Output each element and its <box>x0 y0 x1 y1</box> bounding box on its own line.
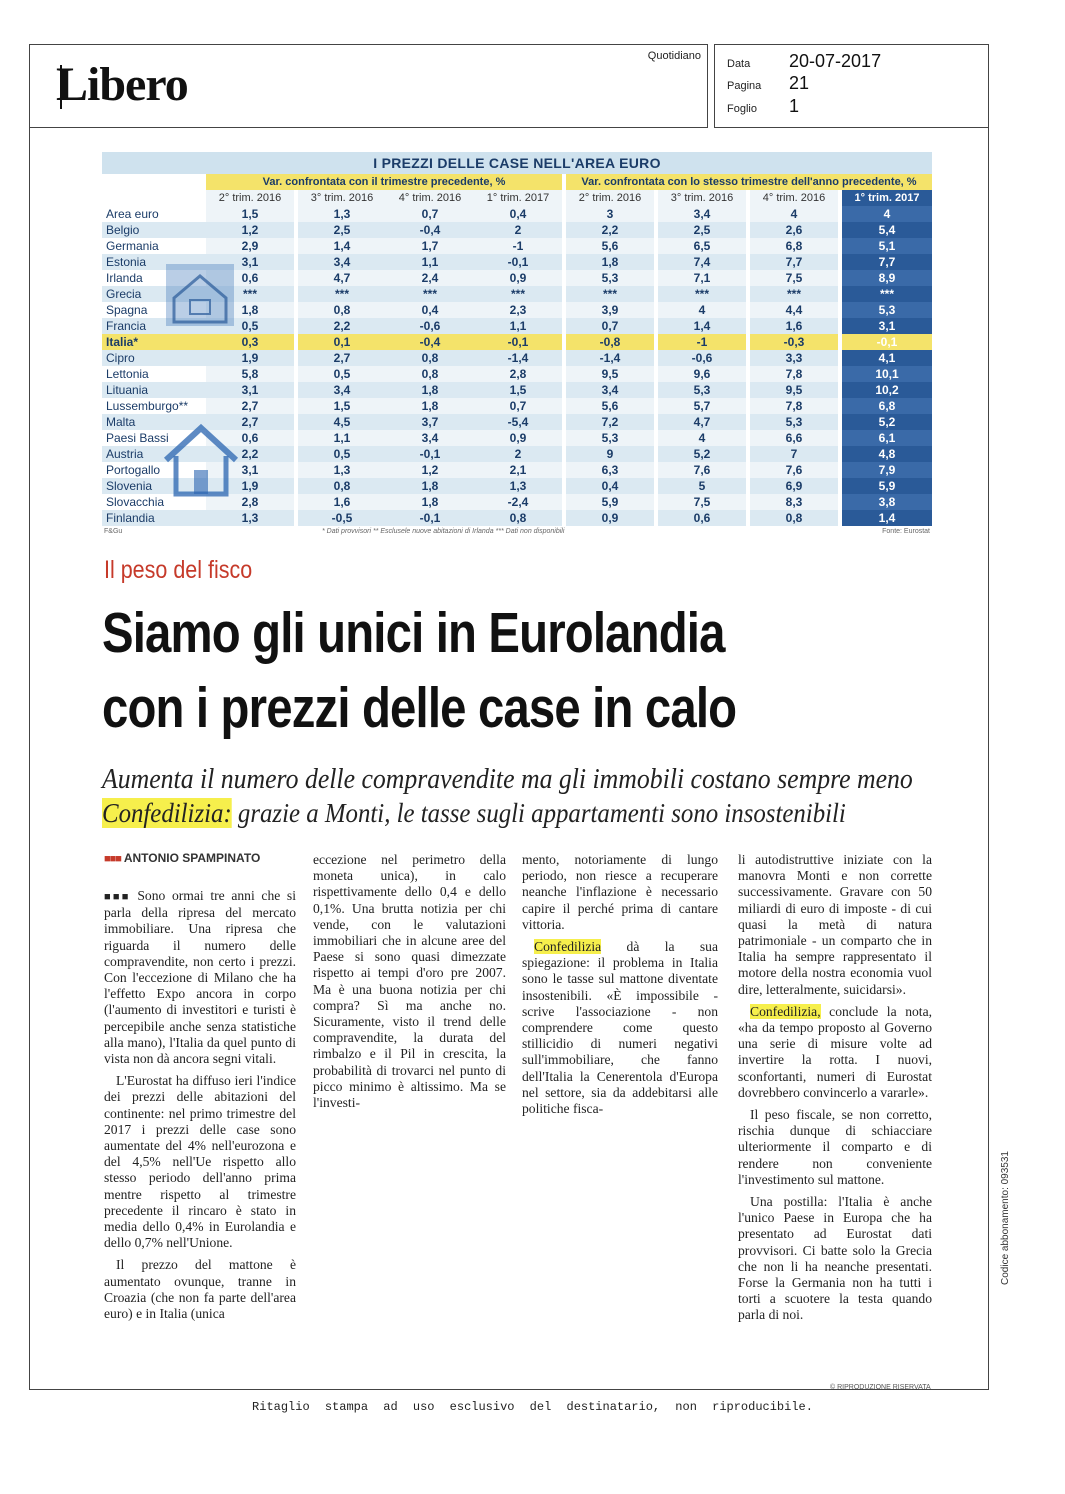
table-cell: 4 <box>658 302 746 318</box>
table-cell: *** <box>842 286 932 302</box>
table-cell: 0,5 <box>206 318 294 334</box>
table-cell: 1,5 <box>298 398 386 414</box>
column-2-paragraph-1: eccezione nel perimetro della moneta unica), in calo rispettivamente dello 0,4 e dello 0,1%. Una brutta notizia per chi vende, con le valutazioni immobiliari che in alcune aree del Paese si sono quasi dimezzate rispetto ai tempi d'oro pre 2007. Ma è una buona notizia per chi compra? Sì ma anche no. Sicuramente, visto il trend delle compravendite, la durata del rimbalzo e il Pil in crescita, la probabilità di trovarci nel punto di picco minimo è altissimo. Ma se l'investi- <box>313 852 506 1111</box>
table-cell: 5,6 <box>566 398 654 414</box>
table-cell: 1,4 <box>658 318 746 334</box>
table-cell: 5,3 <box>566 270 654 286</box>
newspaper-logo: Libero <box>56 58 188 111</box>
table-row <box>102 206 932 222</box>
table-cell: 6,8 <box>750 238 838 254</box>
table-cell: *** <box>206 286 294 302</box>
article-column-3 <box>522 852 718 1123</box>
table-footnote: * Dati provvisori ** Esclusele nuove abitazioni di Irlanda *** Dati non disponibili <box>322 528 565 535</box>
meta-date <box>727 51 881 72</box>
table-cell: 3,4 <box>566 382 654 398</box>
table-cell: -0,1 <box>842 334 932 350</box>
table-cell: 1,2 <box>386 462 474 478</box>
table-cell: 0,8 <box>298 302 386 318</box>
table-cell: 9,5 <box>566 366 654 382</box>
table-cell: 1,9 <box>206 478 294 494</box>
table-cell: 0,7 <box>474 398 562 414</box>
paragraph-text: conclude la nota, «ha da tempo proposto al Governo una serie di misure volte ad invertire la rotta. I nuovi, sconfortanti, numeri di Eurostat dovrebbero convincerlo a vararle». <box>738 1003 932 1100</box>
table-cell: 3,1 <box>206 382 294 398</box>
table-cell: 3,9 <box>566 302 654 318</box>
table-row <box>102 350 932 366</box>
table-cell: 9 <box>566 446 654 462</box>
row-country: Malta <box>102 414 206 430</box>
column-1-paragraph-2: L'Eurostat ha diffuso ieri l'indice dei prezzi delle abitazioni del continente: nel primo trimestre del 2017 i prezzi delle case sono aumentate del 4% nell'eurozona e del 4,5% nell'Ue rispetto allo stesso periodo dell'anno prima mentre rispetto al trimestre precedente il rincaro è stato in media dello 0,4% in Eurolandia e dello 0,7% nell'Unione. <box>104 1073 296 1251</box>
table-cell: 2,8 <box>206 494 294 510</box>
table-cell: 2,5 <box>298 222 386 238</box>
table-cell: 9,5 <box>750 382 838 398</box>
table-cell: 4,7 <box>298 270 386 286</box>
row-country: Irlanda <box>106 271 143 285</box>
table-cell: 0,4 <box>474 206 562 222</box>
table-cell: 1,3 <box>474 478 562 494</box>
row-country: Paesi Bassi <box>106 431 169 445</box>
table-cell: 0,9 <box>474 430 562 446</box>
table-cell: 5,9 <box>842 478 932 494</box>
table-cell: 7,5 <box>750 270 838 286</box>
table-cell: 0,8 <box>386 366 474 382</box>
table-cell: *** <box>658 286 746 302</box>
row-country: Lituania <box>102 382 206 398</box>
table-cell: 0,8 <box>750 510 838 526</box>
column-4-paragraph-2 <box>738 1004 932 1101</box>
table-cell: 2 <box>474 446 562 462</box>
article-column-2 <box>313 852 506 1117</box>
table-cell: 5,3 <box>658 382 746 398</box>
table-credit: F&Gu <box>104 528 123 535</box>
table-cell: 5,1 <box>842 238 932 254</box>
headline-line-1: Siamo gli unici in Eurolandia <box>102 601 725 665</box>
table-cell: -0,4 <box>386 334 474 350</box>
row-country: Slovacchia <box>106 495 165 509</box>
table-cell: 3,3 <box>750 350 838 366</box>
table-cell: -0,3 <box>750 334 838 350</box>
column-header: 3° trim. 2016 <box>298 190 386 206</box>
table-cell: 2,1 <box>474 462 562 478</box>
table-cell: 4,4 <box>750 302 838 318</box>
blueprint-house-icon <box>160 258 240 332</box>
table-cell: 5,3 <box>842 302 932 318</box>
table-cell: 1,3 <box>206 510 294 526</box>
table-cell: 6,6 <box>750 430 838 446</box>
table-cell: 3,4 <box>658 206 746 222</box>
clipping-disclaimer: Ritaglio stampa ad uso esclusivo del destinatario, non riproducibile. <box>252 1400 813 1414</box>
table-cell: 0,3 <box>206 334 294 350</box>
byline <box>104 851 260 865</box>
table-cell: 1,7 <box>386 238 474 254</box>
column-3-paragraph-1: mento, notoriamente di lungo periodo, non riesce a recuperare neanche l'inflazione è necessario capire il perché prima di cantare vittoria. <box>522 852 718 932</box>
table-cell: 1,8 <box>386 478 474 494</box>
table-cell: 0,5 <box>298 366 386 382</box>
table-cell: 1,5 <box>206 206 294 222</box>
subscription-code: Codice abbonamento: 093531 <box>1000 1151 1011 1285</box>
group-quarter-header: Var. confrontata con il trimestre precedente, % <box>206 174 562 190</box>
table-cell: 0,8 <box>386 350 474 366</box>
table-cell: -0,1 <box>386 510 474 526</box>
table-cell: 2,4 <box>386 270 474 286</box>
table-cell: 5,2 <box>842 414 932 430</box>
table-cell: 1,9 <box>206 350 294 366</box>
column-1-paragraph-3: Il prezzo del mattone è aumentato ovunque, tranne in Croazia (che non fa parte dell'area euro) e in Italia (unica <box>104 1257 296 1322</box>
meta-page <box>727 73 809 94</box>
paragraph-text: dà la sua spiegazione: il problema in Italia sono le tasse sul mattone diventate insostenibili. «È impossibile - scrive l'associazione - non comprendere come questo stillicidio di numeri negativi sull'immobiliare, che fanno dell'Italia la Cenerentola d'Europa nel settore, sia da addebitarsi alle politiche fisca- <box>522 939 718 1117</box>
table-cell: 10,2 <box>842 382 932 398</box>
column-4-paragraph-4: Una postilla: l'Italia è anche l'unico Paese in Europa che ha presentato ad Eurostat dati provvisori. Ci batte solo la Grecia che non li ha neanche presentati. Forse la Germania non ha tutti i torti a scuotere la testa quando parla di noi. <box>738 1194 932 1323</box>
table-cell: 2,3 <box>474 302 562 318</box>
column-3-paragraph-2 <box>522 939 718 1117</box>
table-cell: -0,4 <box>386 222 474 238</box>
column-1-paragraph-1 <box>104 888 296 1067</box>
table-cell: *** <box>750 286 838 302</box>
table-cell: 6,3 <box>566 462 654 478</box>
table-cell: 1,3 <box>298 206 386 222</box>
table-cell: 0,9 <box>566 510 654 526</box>
table-cell: 1,4 <box>842 510 932 526</box>
table-cell: 6,8 <box>842 398 932 414</box>
row-country: Francia <box>102 318 206 334</box>
table-cell: 6,5 <box>658 238 746 254</box>
meta-sheet <box>727 96 799 117</box>
row-country: Belgio <box>102 222 206 238</box>
table-cell: 1,1 <box>386 254 474 270</box>
meta-date-value: 20-07-2017 <box>789 51 882 71</box>
highlighted-confedilizia: Confedilizia <box>534 939 602 955</box>
table-cell: 1,6 <box>750 318 838 334</box>
table-cell: 7,7 <box>842 254 932 270</box>
row-country: Grecia <box>102 286 206 302</box>
table-cell: 1,2 <box>206 222 294 238</box>
table-cell: 1,8 <box>386 398 474 414</box>
row-country: Finlandia <box>102 510 206 526</box>
table-row <box>102 222 932 238</box>
table-cell: 5 <box>658 478 746 494</box>
row-country: Estonia <box>102 254 206 270</box>
table-cell: -0,1 <box>386 446 474 462</box>
table-cell: *** <box>566 286 654 302</box>
table-cell: 3,1 <box>206 254 294 270</box>
row-country: Portogallo <box>106 463 161 477</box>
table-group-row <box>102 174 932 190</box>
table-cell: 7,6 <box>750 462 838 478</box>
article-kicker: Il peso del fisco <box>104 556 253 584</box>
highlighted-confedilizia: Confedilizia, <box>750 1003 821 1019</box>
table-cell: 1,3 <box>298 462 386 478</box>
subheadline-2-text: grazie a Monti, le tasse sugli appartamenti sono insostenibili <box>231 798 846 828</box>
column-header: 1° trim. 2017 <box>474 190 562 206</box>
table-cell: 3,1 <box>842 318 932 334</box>
table-cell: 0,8 <box>298 478 386 494</box>
table-cell: 1,4 <box>298 238 386 254</box>
table-cell: 2,5 <box>658 222 746 238</box>
row-country: Slovenia <box>102 478 206 494</box>
table-cell: -1 <box>474 238 562 254</box>
row-country: Cipro <box>102 350 206 366</box>
table-cell: 0,4 <box>386 302 474 318</box>
table-cell: 4 <box>842 206 932 222</box>
table-cell: 8,3 <box>750 494 838 510</box>
table-cell: *** <box>386 286 474 302</box>
table-source: Fonte: Eurostat <box>882 528 930 535</box>
group-year-header: Var. confrontata con lo stesso trimestre dell'anno precedente, % <box>566 174 932 190</box>
row-country: Austria <box>102 446 206 462</box>
article-column-4 <box>738 852 932 1330</box>
table-cell: 7,6 <box>658 462 746 478</box>
meta-page-label: Pagina <box>727 80 762 92</box>
table-cell: 7,9 <box>842 462 932 478</box>
row-country: Lussemburgo** <box>106 399 189 413</box>
meta-sheet-label: Foglio <box>727 103 757 115</box>
table-cell: 2,2 <box>298 318 386 334</box>
lead-marks: ■■■ <box>104 891 131 903</box>
byline-marks: ■■■ <box>104 853 121 865</box>
table-cell: 5,7 <box>658 398 746 414</box>
table-cell: 0,6 <box>658 510 746 526</box>
table-cell: 1,8 <box>206 302 294 318</box>
table-cell: 3 <box>566 206 654 222</box>
table-cell: 5,4 <box>842 222 932 238</box>
table-cell: 1,8 <box>386 382 474 398</box>
table-cell: 7,8 <box>750 398 838 414</box>
table-column-headers <box>102 190 932 206</box>
table-cell: 10,1 <box>842 366 932 382</box>
table-cell: 7,8 <box>750 366 838 382</box>
table-cell: 7,7 <box>750 254 838 270</box>
table-cell: 0,6 <box>206 270 294 286</box>
table-cell: *** <box>474 286 562 302</box>
meta-box <box>714 44 989 128</box>
headline-line-2: con i prezzi delle case in calo <box>102 676 737 740</box>
table-cell: -0,8 <box>566 334 654 350</box>
table-cell: 8,9 <box>842 270 932 286</box>
table-row <box>102 238 932 254</box>
masthead-box <box>29 44 708 128</box>
row-country: Italia* <box>102 334 206 350</box>
table-cell: -0,6 <box>386 318 474 334</box>
table-cell: 5,6 <box>566 238 654 254</box>
table-cell: 7,2 <box>566 414 654 430</box>
table-cell: 1,8 <box>566 254 654 270</box>
table-cell: 7,5 <box>658 494 746 510</box>
table-cell: 4,5 <box>298 414 386 430</box>
table-cell: 5,3 <box>566 430 654 446</box>
table-cell: 0,5 <box>298 446 386 462</box>
table-cell: 4,1 <box>842 350 932 366</box>
table-cell: 2,7 <box>298 350 386 366</box>
column-header: 4° trim. 2016 <box>386 190 474 206</box>
column-4-paragraph-1: li autodistruttive iniziate con la manovra Monti e non corrette successivamente. Gravare con 50 miliardi di euro di imposte - di cui quasi la metà di natura patrimoniale - un comparto che in Italia ha sempre rappresentato il motore della nostra economia vuol dire, letteralmente, suicidarsi». <box>738 852 932 997</box>
table-cell: *** <box>298 286 386 302</box>
table-cell: 2,7 <box>206 414 294 430</box>
table-cell: -2,4 <box>474 494 562 510</box>
meta-date-label: Data <box>727 58 751 70</box>
table-cell: 5,8 <box>206 366 294 382</box>
table-row <box>102 334 932 350</box>
meta-page-value: 21 <box>789 73 810 93</box>
table-row <box>102 510 932 526</box>
row-country: Area euro <box>106 207 159 221</box>
meta-sheet-value: 1 <box>789 96 800 116</box>
table-cell: -1,4 <box>474 350 562 366</box>
table-cell: 1,5 <box>474 382 562 398</box>
subheadline-1: Aumenta il numero delle compravendite ma gli immobili costano sempre meno <box>102 764 913 795</box>
table-cell: -0,5 <box>298 510 386 526</box>
table-cell: 0,7 <box>566 318 654 334</box>
table-cell: 2,9 <box>206 238 294 254</box>
table-cell: 3,8 <box>842 494 932 510</box>
table-cell: 3,4 <box>298 254 386 270</box>
table-cell: -1 <box>658 334 746 350</box>
table-cell: 2,8 <box>474 366 562 382</box>
table-cell: 1,1 <box>298 430 386 446</box>
row-country: Germania <box>106 239 159 253</box>
table-cell: 7,4 <box>658 254 746 270</box>
table-cell: -0,1 <box>474 334 562 350</box>
table-cell: -1,4 <box>566 350 654 366</box>
row-country: Spagna <box>106 303 148 317</box>
table-cell: 4,8 <box>842 446 932 462</box>
highlighted-confedilizia: Confedilizia: <box>102 798 232 828</box>
table-cell: 2 <box>474 222 562 238</box>
table-row <box>102 366 932 382</box>
column-4-paragraph-3: Il peso fiscale, se non corretto, rischia dunque di schiacciare ulteriormente il comparto e di rendere non conveniente l'investimento sul mattone. <box>738 1107 932 1187</box>
subheadline-2 <box>102 798 846 829</box>
table-cell: 1,1 <box>474 318 562 334</box>
table-cell: 7,1 <box>658 270 746 286</box>
table-row <box>102 398 932 414</box>
table-cell: 3,4 <box>298 382 386 398</box>
table-title: I PREZZI DELLE CASE NELL'AREA EURO <box>102 152 932 174</box>
table-cell: 4 <box>750 206 838 222</box>
column-header: 1° trim. 2017 <box>842 190 932 206</box>
table-cell: 9,6 <box>658 366 746 382</box>
table-cell: 6,1 <box>842 430 932 446</box>
table-cell: 6,9 <box>750 478 838 494</box>
table-cell: 0,1 <box>298 334 386 350</box>
table-cell: 7 <box>750 446 838 462</box>
table-cell: 0,9 <box>474 270 562 286</box>
table-cell: 3,1 <box>206 462 294 478</box>
table-cell: -0,1 <box>474 254 562 270</box>
table-cell: 3,4 <box>386 430 474 446</box>
table-cell: -5,4 <box>474 414 562 430</box>
table-cell: 4 <box>658 430 746 446</box>
table-cell: -0,6 <box>658 350 746 366</box>
author-name: ANTONIO SPAMPINATO <box>123 851 261 865</box>
column-header: 2° trim. 2016 <box>566 190 654 206</box>
table-row <box>102 382 932 398</box>
copyright-note: © RIPRODUZIONE RISERVATA <box>830 1384 931 1391</box>
table-cell: 0,6 <box>206 430 294 446</box>
table-cell: 5,9 <box>566 494 654 510</box>
table-cell: 0,7 <box>386 206 474 222</box>
table-cell: 3,7 <box>386 414 474 430</box>
house-outline-icon <box>158 422 244 498</box>
article-column-1 <box>104 888 296 1328</box>
table-cell: 2,7 <box>206 398 294 414</box>
publication-type: Quotidiano <box>647 50 701 62</box>
table-cell: 4,7 <box>658 414 746 430</box>
row-country: Lettonia <box>106 367 149 381</box>
table-cell: 0,8 <box>474 510 562 526</box>
table-cell: 5,2 <box>658 446 746 462</box>
paragraph-text: Sono ormai tre anni che si parla della ripresa del mercato immobiliare. Una ripresa che riguarda il numero delle compravendite, non certo i prezzi. Con l'eccezione di Milano che ha l'effetto Expo ancora in corpo (l'aumento di investitori e turisti è percepibile anche senza statistiche alla mano), l'Italia da quel punto di vista non dà ancora segni vitali. <box>104 888 296 1067</box>
column-header: 3° trim. 2016 <box>658 190 746 206</box>
table-cell: 1,8 <box>386 494 474 510</box>
table-cell: 0,4 <box>566 478 654 494</box>
table-cell: 2,6 <box>750 222 838 238</box>
column-header: 4° trim. 2016 <box>750 190 838 206</box>
table-cell: 5,3 <box>750 414 838 430</box>
table-cell: 2,2 <box>206 446 294 462</box>
table-cell: 1,6 <box>298 494 386 510</box>
table-cell: 2,2 <box>566 222 654 238</box>
column-header: 2° trim. 2016 <box>206 190 294 206</box>
